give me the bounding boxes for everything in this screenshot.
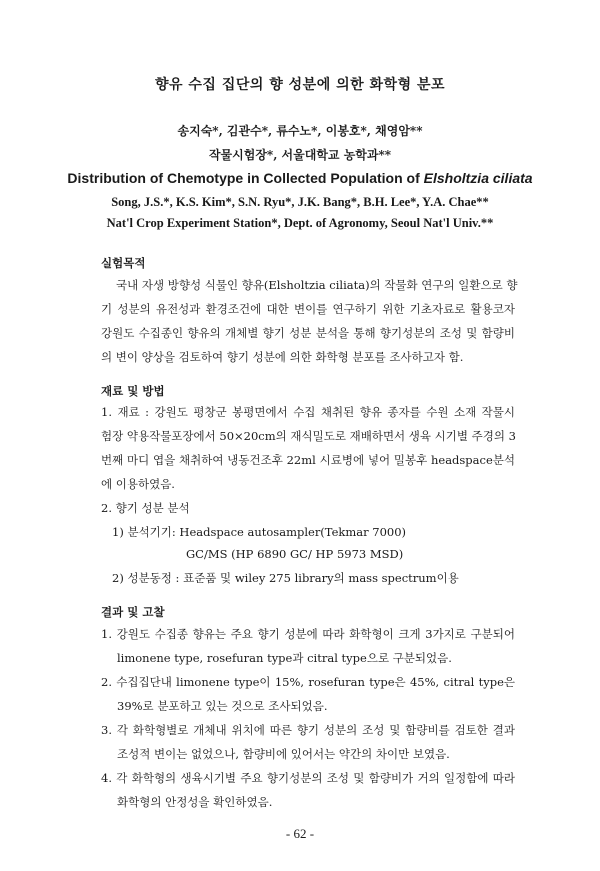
methods-heading: 재료 및 방법 — [101, 384, 165, 398]
results-line: 화학형의 안정성을 확인하였음. — [117, 795, 273, 809]
methods-line: 2) 성분동정 : 표준품 및 wiley 275 library의 mass spectrum이용 — [112, 571, 459, 585]
methods-line: GC/MS (HP 6890 GC/ HP 5973 MSD) — [186, 547, 404, 561]
korean-authors: 송지숙*, 김관수*, 류수노*, 이봉호*, 채영암** — [177, 124, 423, 138]
results-line: limonene type, rosefuran type과 citral type으로 구분되었음. — [117, 651, 452, 665]
species-name: Elsholtzia ciliata — [423, 170, 533, 186]
results-line: 조성적 변이는 없었으나, 함량비에 있어서는 약간의 차이만 보였음. — [117, 747, 450, 761]
results-line: 3. 각 화학형별로 개체내 위치에 따른 향기 성분의 조성 및 함량비를 검토한 결과 — [101, 723, 515, 737]
results-heading: 결과 및 고찰 — [101, 605, 165, 619]
methods-line: 1) 분석기기: Headspace autosampler(Tekmar 7000) — [112, 525, 407, 539]
objective-heading: 실험목적 — [101, 256, 146, 270]
methods-line: 2. 향기 성분 분석 — [101, 501, 190, 515]
results-line: 2. 수집집단내 limonene type이 15%, rosefuran type은 45%, citral type은 — [101, 675, 515, 689]
methods-line: 1. 재료 : 강원도 평창군 봉평면에서 수집 채취된 향유 종자를 수원 소재 작물시 — [101, 405, 515, 419]
page-number: - 62 - — [285, 826, 315, 841]
english-title-text: Distribution of Chemotype in Collected Population of — [67, 170, 424, 186]
english-affiliation: Nat'l Crop Experiment Station*, Dept. of Agronomy, Seoul Nat'l Univ.** — [106, 216, 494, 230]
objective-line: 의 변이 양상을 검토하여 향기 성분에 의한 화학형 분포를 조사하고자 함. — [101, 350, 464, 364]
methods-line: 에 이용하였음. — [101, 477, 175, 491]
results-line: 4. 각 화학형의 생육시기별 주요 향기성분의 조성 및 함량비가 거의 일정함에 따라 — [101, 771, 515, 785]
english-authors: Song, J.S.*, K.S. Kim*, S.N. Ryu*, J.K. Bang*, B.H. Lee*, Y.A. Chae** — [111, 195, 489, 209]
korean-affiliation: 작물시험장*, 서울대학교 농학과** — [208, 148, 392, 162]
korean-title: 향유 수집 집단의 향 성분에 의한 화학형 분포 — [154, 77, 446, 93]
objective-line: 국내 자생 방향성 식물인 향유(Elsholtzia ciliata)의 작물화 연구의 일환으로 향 — [116, 278, 518, 292]
objective-line: 강원도 수집종인 향유의 개체별 향기 성분 분석을 통해 향기성분의 조성 및 함량비 — [101, 326, 515, 340]
methods-line: 번째 마디 엽을 채취하여 냉동건조후 22ml 시료병에 넣어 밀봉후 headspace분석 — [101, 453, 515, 467]
english-title — [0, 170, 600, 186]
results-line: 39%로 분포하고 있는 것으로 조사되었음. — [117, 699, 328, 713]
objective-line: 기 성분의 유전성과 환경조건에 대한 변이를 연구하기 위한 기초자료로 활용코자 — [101, 302, 515, 316]
methods-line: 험장 약용작물포장에서 50×20cm의 재식밀도로 재배하면서 생육 시기별 주경의 3 — [101, 429, 516, 443]
results-line: 1. 강원도 수집종 향유는 주요 향기 성분에 따라 화학형이 크게 3가지로 구분되어 — [101, 627, 515, 641]
